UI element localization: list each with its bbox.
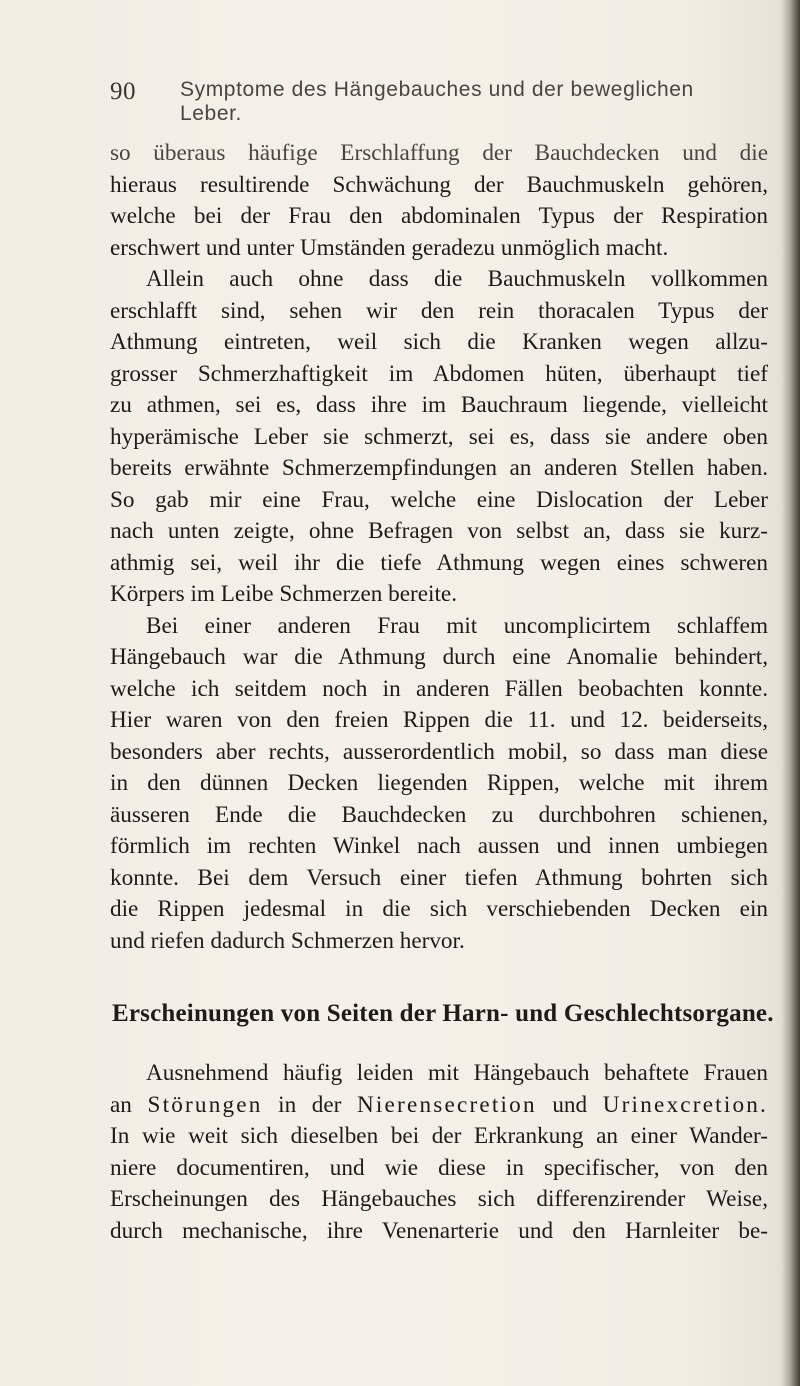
- emphasis-nierensecretion: Nierensecretion: [356, 1091, 537, 1118]
- page-binding-edge: [782, 0, 800, 1386]
- text-line: besonders aber rechts, ausserordentlich mobil, so dass man diese: [110, 738, 768, 765]
- text-line: und riefen dadurch Schmerzen hervor.: [110, 927, 465, 954]
- text-line: hyperämische Leber sie schmerzt, sei es, dass sie andere oben: [110, 423, 768, 450]
- text-line: bereits erwähnte Schmerzempfindungen an anderen Stellen haben.: [110, 455, 768, 481]
- text-line: zu athmen, sei es, dass ihre im Bauchraum liegende, vielleicht: [110, 392, 768, 418]
- paragraph-2: [110, 264, 768, 611]
- text-line: förmlich im rechten Winkel nach aussen und innen umbiegen: [110, 833, 768, 859]
- page-number: 90: [110, 78, 136, 105]
- text-line: Allein auch ohne dass die Bauchmuskeln vollkommen: [146, 266, 768, 292]
- text-line: erschwert und unter Umständen geradezu unmöglich macht.: [110, 234, 669, 261]
- text-line: welche ich seitdem noch in anderen Fällen beobachten konnte.: [110, 675, 768, 702]
- text-line: konnte. Bei dem Versuch einer tiefen Athmung bohrten sich: [110, 864, 768, 891]
- section-paragraph: [110, 1058, 768, 1247]
- text-line: Bei einer anderen Frau mit uncomplicirtem schlaffem: [146, 612, 768, 639]
- text-line: welche bei der Frau den abdominalen Typus der Respiration: [110, 203, 768, 229]
- text-line: hieraus resultirende Schwächung der Bauchmuskeln gehören,: [110, 171, 768, 198]
- text-fragment: und: [552, 1091, 588, 1118]
- text-line: äusseren Ende die Bauchdecken zu durchbohren schienen,: [110, 801, 768, 828]
- text-line: Ausnehmend häufig leiden mit Hängebauch behaftete Frauen: [146, 1060, 768, 1086]
- body-text: [110, 138, 768, 957]
- page-header: [110, 78, 740, 125]
- text-line: Athmung eintreten, weil sich die Kranken wegen allzu-: [110, 329, 768, 355]
- text-fragment: an: [110, 1091, 132, 1118]
- paragraph-1: [110, 138, 768, 264]
- text-line-with-emphasis: [110, 1090, 768, 1122]
- paragraph-3: [110, 611, 768, 958]
- text-line: Hier waren von den freien Rippen die 11. und 12. beiderseits,: [110, 707, 768, 733]
- text-line: athmig sei, weil ihr die tiefe Athmung wegen eines schweren: [110, 549, 768, 576]
- text-line: so überaus häufige Erschlaffung der Bauchdecken und die: [110, 140, 768, 166]
- text-fragment: in der: [278, 1091, 342, 1118]
- text-line: In wie weit sich dieselben bei der Erkrankung an einer Wander-: [110, 1123, 768, 1149]
- text-line: Erscheinungen des Hängebauches sich differenzirender Weise,: [110, 1186, 768, 1212]
- section-heading: Erscheinungen von Seiten der Harn- und Geschlechtsorgane.: [112, 1000, 774, 1027]
- text-line: erschlafft sind, sehen wir den rein thoracalen Typus der: [110, 297, 768, 324]
- text-line: durch mechanische, ihre Venenarterie und den Harnleiter be-: [110, 1217, 768, 1244]
- emphasis-stoerungen: Störungen: [147, 1091, 263, 1118]
- running-title: Symptome des Hängebauches und der beweglichen Leber.: [180, 78, 694, 125]
- text-line: niere documentiren, und wie diese in specifischer, von den: [110, 1154, 768, 1181]
- text-line: So gab mir eine Frau, welche eine Dislocation der Leber: [110, 486, 768, 513]
- text-line: in den dünnen Decken liegenden Rippen, welche mit ihrem: [110, 770, 768, 796]
- section-text: [110, 1058, 768, 1247]
- text-line: nach unten zeigte, ohne Befragen von selbst an, dass sie kurz-: [110, 518, 768, 544]
- text-line: Körpers im Leibe Schmerzen bereite.: [110, 581, 458, 607]
- emphasis-urinexcretion: Urinexcretion.: [602, 1091, 769, 1118]
- text-line: Hängebauch war die Athmung durch eine Anomalie behindert,: [110, 644, 768, 670]
- text-line: grosser Schmerzhaftigkeit im Abdomen hüten, überhaupt tief: [110, 360, 768, 387]
- text-line: die Rippen jedesmal in die sich verschiebenden Decken ein: [110, 896, 768, 922]
